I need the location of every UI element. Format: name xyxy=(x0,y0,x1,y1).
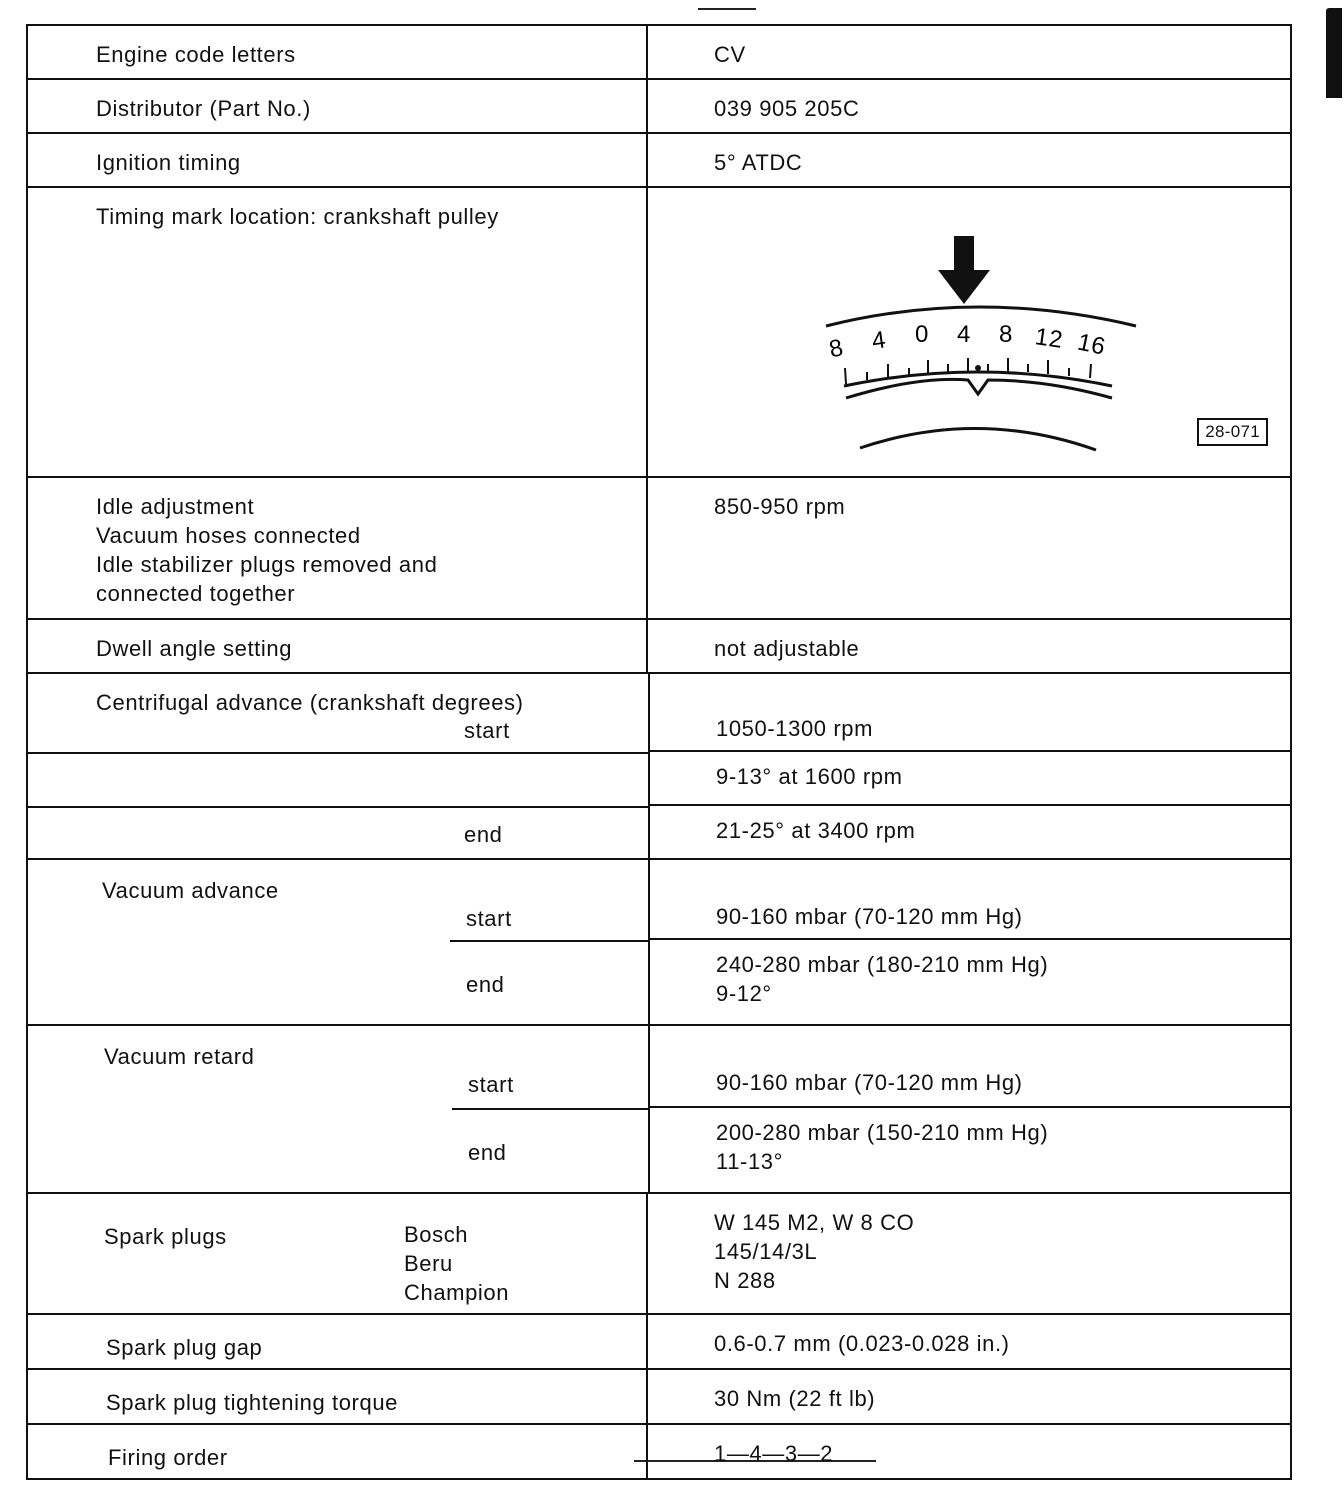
engine-code-value: CV xyxy=(647,25,1291,79)
ignition-spec-table xyxy=(26,24,1292,1480)
centrifugal-group xyxy=(27,673,1291,859)
vacuum-retard-label: Vacuum retard xyxy=(104,1044,255,1069)
centrifugal-end-label: end xyxy=(464,822,503,847)
centrifugal-start-value: 1050-1300 rpm xyxy=(648,674,1290,752)
brand-bosch: Bosch xyxy=(404,1222,469,1247)
row-centrifugal xyxy=(27,673,1291,859)
vacuum-advance-end-label: end xyxy=(466,972,505,997)
plug-gap-label: Spark plug gap xyxy=(27,1314,647,1369)
centrifugal-label: Centrifugal advance (crankshaft degrees) xyxy=(96,690,524,715)
scale-number-6: 12 xyxy=(1033,323,1065,354)
dwell-value: not adjustable xyxy=(647,619,1291,673)
vacuum-retard-start-label: start xyxy=(468,1072,514,1097)
ignition-timing-label: Ignition timing xyxy=(27,133,647,187)
vacuum-retard-end-value-1: 200-280 mbar (150-210 mm Hg) xyxy=(716,1120,1049,1145)
spark-plugs-values xyxy=(647,1193,1291,1314)
row-vacuum-retard xyxy=(27,1025,1291,1193)
firing-order-value: 1—4—3—2 xyxy=(647,1424,1291,1479)
row-ignition-timing xyxy=(27,133,1291,187)
row-plug-torque xyxy=(27,1369,1291,1424)
row-timing-mark xyxy=(27,187,1291,477)
ignition-timing-value: 5° ATDC xyxy=(647,133,1291,187)
vacuum-retard-end-value-2: 11-13° xyxy=(716,1149,784,1174)
row-spark-plugs xyxy=(27,1193,1291,1314)
plug-torque-label: Spark plug tightening torque xyxy=(27,1369,647,1424)
engine-code-label: Engine code letters xyxy=(27,25,647,79)
spark-plugs-label-cell xyxy=(27,1193,647,1314)
pulley-bottom-arc xyxy=(860,428,1096,450)
row-firing-order xyxy=(27,1424,1291,1479)
row-dwell xyxy=(27,619,1291,673)
idle-line-3: Idle stabilizer plugs removed and xyxy=(96,552,438,577)
plug-value-beru: 145/14/3L xyxy=(714,1239,818,1264)
distributor-label: Distributor (Part No.) xyxy=(27,79,647,133)
scale-number-2: 4 xyxy=(870,326,888,355)
spark-plug-brands xyxy=(404,1208,509,1307)
vacuum-advance-start-value: 90-160 mbar (70-120 mm Hg) xyxy=(648,860,1290,940)
vacuum-retard-end-cell xyxy=(648,1108,1290,1192)
spark-plugs-label: Spark plugs xyxy=(104,1224,227,1249)
scale-number-1: 8 xyxy=(826,334,847,364)
vacuum-retard-end-label: end xyxy=(468,1140,507,1165)
scale-number-4: 4 xyxy=(957,321,971,348)
row-idle xyxy=(27,477,1291,619)
idle-line-4: connected together xyxy=(96,581,296,606)
timing-scale-lower-arc xyxy=(844,372,1112,386)
dwell-label: Dwell angle setting xyxy=(27,619,647,673)
vacuum-advance-end-cell xyxy=(648,940,1290,1024)
row-plug-gap xyxy=(27,1314,1291,1369)
vacuum-advance-start-label: start xyxy=(466,906,512,931)
vacuum-retard-start-value: 90-160 mbar (70-120 mm Hg) xyxy=(648,1026,1290,1108)
distributor-value: 039 905 205C xyxy=(647,79,1291,133)
plug-value-bosch: W 145 M2, W 8 CO xyxy=(714,1210,915,1235)
figure-code: 28-071 xyxy=(1197,418,1268,446)
idle-line-2: Vacuum hoses connected xyxy=(96,523,361,548)
brand-beru: Beru xyxy=(404,1251,453,1276)
scale-number-5: 8 xyxy=(999,321,1013,348)
vacuum-advance-label: Vacuum advance xyxy=(102,878,279,903)
timing-mark-figure-cell xyxy=(647,187,1291,477)
idle-line-1: Idle adjustment xyxy=(96,494,255,519)
centrifugal-start-label: start xyxy=(464,718,510,743)
scan-mark-top xyxy=(698,8,756,10)
idle-value: 850-950 rpm xyxy=(647,477,1291,619)
firing-order-label: Firing order xyxy=(27,1424,647,1479)
centrifugal-mid-value: 9-13° at 1600 rpm xyxy=(648,752,1290,806)
scale-number-3: 0 xyxy=(915,321,929,348)
timing-mark-label: Timing mark location: crankshaft pulley xyxy=(27,187,647,477)
pulley-notch-arc xyxy=(846,379,1112,398)
vacuum-advance-end-value-1: 240-280 mbar (180-210 mm Hg) xyxy=(716,952,1049,977)
vacuum-advance-end-value-2: 9-12° xyxy=(716,981,772,1006)
timing-arrow-icon xyxy=(938,236,990,304)
vacuum-retard-group xyxy=(27,1025,1291,1193)
centrifugal-end-value: 21-25° at 3400 rpm xyxy=(648,806,1290,858)
plug-torque-value: 30 Nm (22 ft lb) xyxy=(647,1369,1291,1424)
timing-scale-upper-arc xyxy=(826,307,1136,326)
row-vacuum-advance xyxy=(27,859,1291,1025)
scale-number-7: 16 xyxy=(1075,328,1109,361)
scan-mark-right xyxy=(1326,8,1342,98)
idle-label xyxy=(27,477,647,619)
vacuum-advance-group xyxy=(27,859,1291,1025)
timing-dot xyxy=(975,365,981,371)
row-engine-code xyxy=(27,25,1291,79)
brand-champion: Champion xyxy=(404,1280,510,1305)
plug-gap-value: 0.6-0.7 mm (0.023-0.028 in.) xyxy=(647,1314,1291,1369)
plug-value-champion: N 288 xyxy=(714,1268,776,1293)
row-distributor xyxy=(27,79,1291,133)
